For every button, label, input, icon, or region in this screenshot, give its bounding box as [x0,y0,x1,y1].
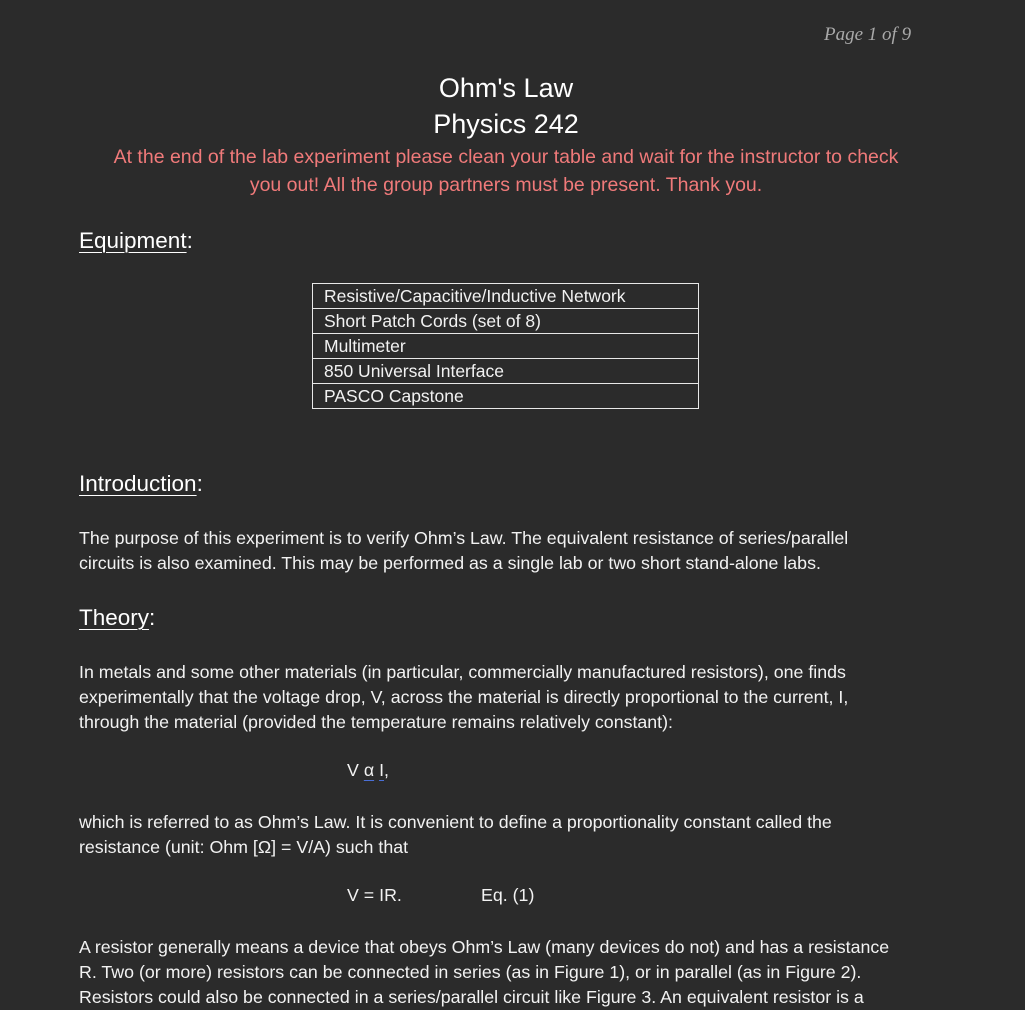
table-row [313,309,699,334]
table-row [313,284,699,309]
course-subtitle: Physics 242 [433,109,579,139]
table-row [313,384,699,409]
equipment-table [312,283,699,409]
theory-paragraph-3: A resistor generally means a device that obeys Ohm’s Law (many devices do not) and has a resistance R. Two (or more) resistors can be connected in series (as in Figure 1), or in parallel (as in Figure 2). Resistors could also be connected in a series/parallel circuit like Figure 3. An equivalent resistor is a [79,937,890,1007]
notice-line-1: At the end of the lab experiment please clean your table and wait for the instructor to check [113,146,899,168]
table-row [313,334,699,359]
lab-notice [80,143,932,199]
equipment-heading: Equipment: [79,228,193,253]
theory-heading: Theory: [79,605,156,630]
equipment-item: Resistive/Capacitive/Inductive Network [313,284,699,309]
proportionality-expression: V α I, [347,760,389,780]
document-title: Ohm's Law [438,73,574,103]
equation-label: Eq. (1) [481,885,535,905]
equipment-item: 850 Universal Interface [313,359,699,384]
notice-line-2: you out! All the group partners must be present. Thank you. [249,174,763,196]
theory-paragraph-2: which is referred to as Ohm’s Law. It is convenient to define a proportionality constant called the resistance (unit: Ohm [Ω] = V/A) such that [79,812,832,857]
introduction-heading: Introduction: [79,471,203,496]
table-row [313,359,699,384]
ohms-law-equation: V = IR. [347,885,402,905]
equipment-item: Multimeter [313,334,699,359]
equipment-item: Short Patch Cords (set of 8) [313,309,699,334]
equipment-item: PASCO Capstone [313,384,699,409]
page-number: Page 1 of 9 [824,24,912,45]
introduction-paragraph: The purpose of this experiment is to verify Ohm’s Law. The equivalent resistance of series/parallel circuits is also examined. This may be performed as a single lab or two short stand-alone labs. [79,528,849,573]
theory-paragraph-1: In metals and some other materials (in particular, commercially manufactured resistors), one finds experimentally that the voltage drop, V, across the material is directly proportional to the current, I, through the material (provided the temperature remains relatively constant): [79,662,849,732]
